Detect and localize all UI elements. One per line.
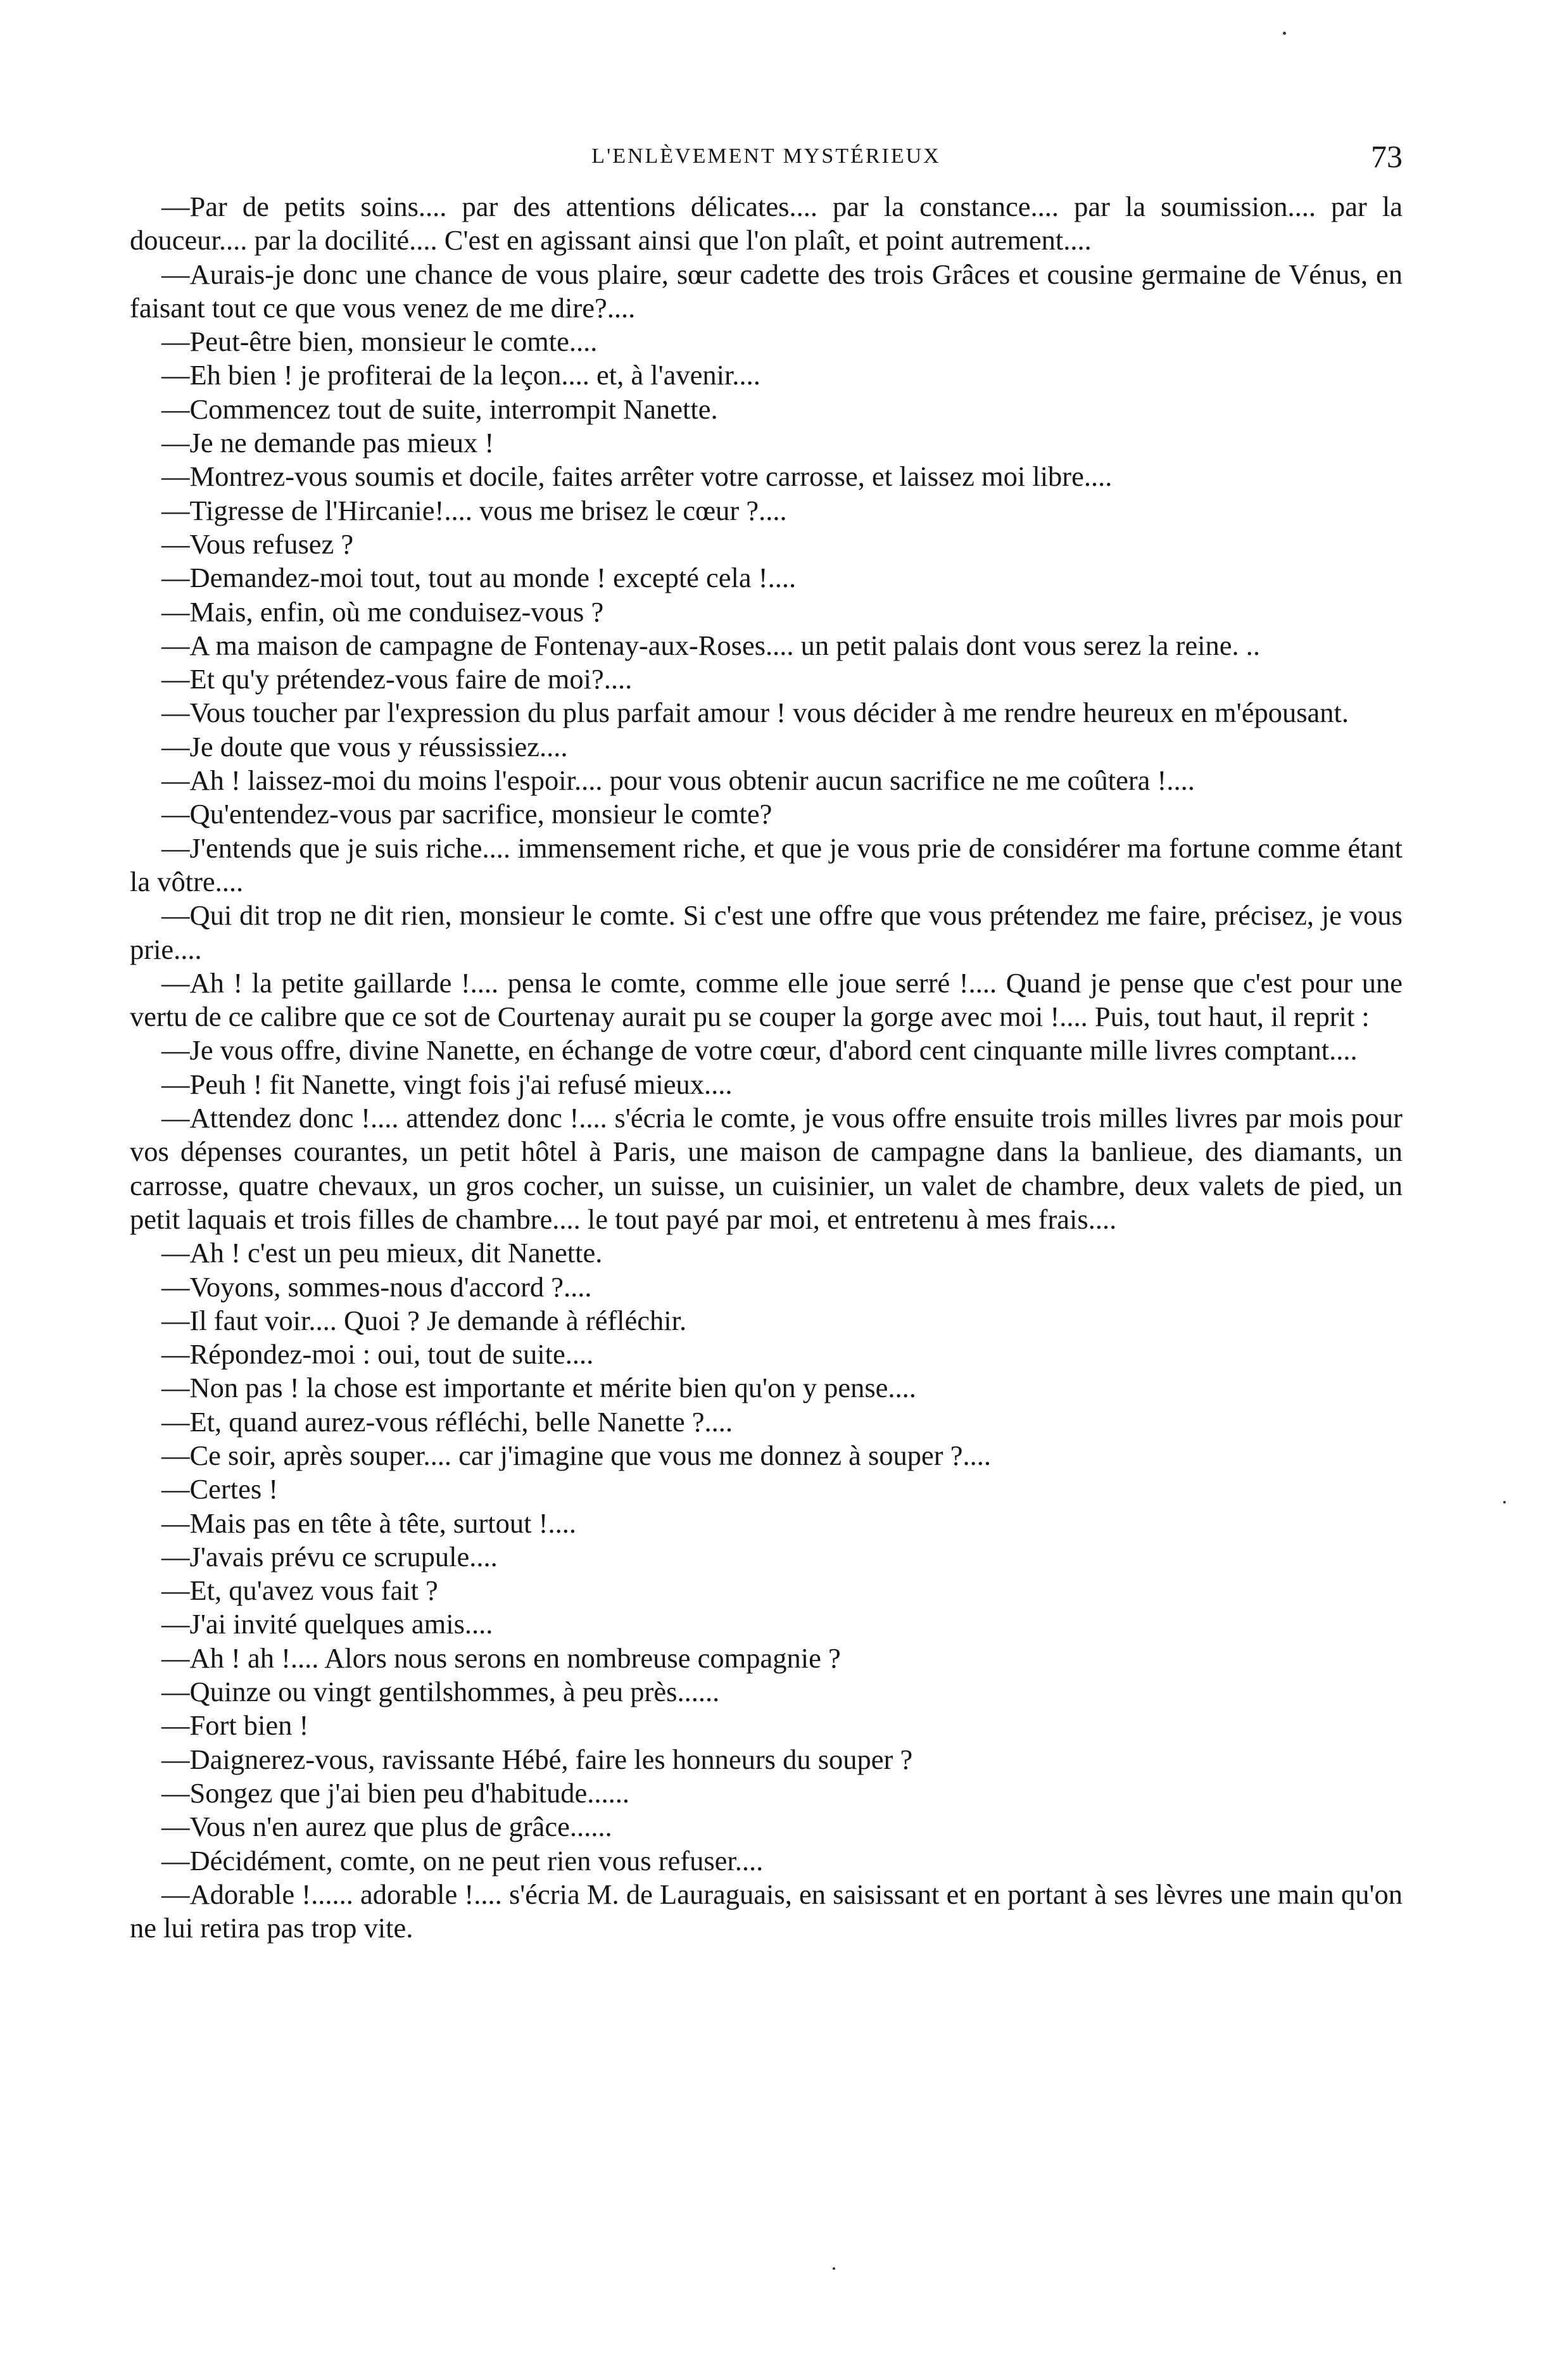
page-header: [130, 138, 1403, 182]
paragraph: —Répondez-moi : oui, tout de suite....: [161, 1338, 594, 1370]
paragraph: —J'ai invité quelques amis....: [161, 1608, 493, 1640]
paragraph: —Mais pas en tête à tête, surtout !....: [161, 1507, 576, 1539]
paragraph: —Qui dit trop ne dit rien, monsieur le comte. Si c'est une offre que vous prétendez me faire, précisez, je vous prie....: [130, 899, 1403, 965]
scan-speck: [1503, 1501, 1506, 1503]
paragraph: —Peut-être bien, monsieur le comte....: [161, 326, 598, 358]
page-number: 73: [1371, 139, 1403, 174]
paragraph: —Ah ! c'est un peu mieux, dit Nanette.: [161, 1237, 603, 1269]
paragraph: —Eh bien ! je profiterai de la leçon.... et, à l'avenir....: [161, 359, 760, 391]
paragraph: —Ah ! ah !.... Alors nous serons en nombreuse compagnie ?: [161, 1642, 841, 1674]
paragraph: —Et, qu'avez vous fait ?: [161, 1574, 438, 1607]
paragraph: —Commencez tout de suite, interrompit Nanette.: [161, 393, 718, 425]
paragraph: —Ah ! laissez-moi du moins l'espoir.... pour vous obtenir aucun sacrifice ne me coûtera !....: [161, 764, 1195, 797]
paragraph: —Peuh ! fit Nanette, vingt fois j'ai refusé mieux....: [161, 1068, 733, 1100]
paragraph: —A ma maison de campagne de Fontenay-aux-Roses.... un petit palais dont vous serez la reine. ..: [161, 629, 1261, 661]
paragraph: —Voyons, sommes-nous d'accord ?....: [161, 1270, 592, 1303]
paragraph: —Vous n'en aurez que plus de grâce......: [161, 1811, 612, 1843]
paragraph: —Adorable !...... adorable !.... s'écria M. de Lauraguais, en saisissant et en portant à ses lèvres une main qu'on ne lui retira pas trop vite.: [130, 1878, 1403, 1944]
scan-speck: [1283, 32, 1286, 35]
paragraph: —Vous toucher par l'expression du plus parfait amour ! vous décider à me rendre heureux en m'épousant.: [161, 697, 1349, 729]
paragraph: —Demandez-moi tout, tout au monde ! excepté cela !....: [161, 562, 797, 594]
paragraph: —Non pas ! la chose est importante et mérite bien qu'on y pense....: [161, 1372, 916, 1404]
paragraph: —Fort bien !: [161, 1709, 309, 1742]
paragraph: —J'avais prévu ce scrupule....: [161, 1540, 498, 1573]
paragraph: —Je doute que vous y réussissiez....: [161, 730, 568, 763]
paragraph: —J'entends que je suis riche.... immensement riche, et que je vous prie de considérer ma fortune comme étant la vôtre....: [130, 832, 1403, 897]
paragraph: —Certes !: [161, 1473, 279, 1505]
paragraph: —Daignerez-vous, ravissante Hébé, faire les honneurs du souper ?: [161, 1743, 913, 1775]
paragraph: —Décidément, comte, on ne peut rien vous refuser....: [161, 1844, 764, 1877]
paragraph: —Et, quand aurez-vous réfléchi, belle Nanette ?....: [161, 1405, 733, 1438]
paragraph: —Je ne demande pas mieux !: [161, 427, 495, 459]
paragraph: —Qu'entendez-vous par sacrifice, monsieur le comte?: [161, 798, 772, 830]
paragraph: —Et qu'y prétendez-vous faire de moi?....: [161, 663, 633, 695]
body-text: [130, 190, 1403, 1945]
paragraph: —Mais, enfin, où me conduisez-vous ?: [161, 595, 604, 628]
paragraph: —Attendez donc !.... attendez donc !.... s'écria le comte, je vous offre ensuite trois milles livres par mois pour vos dépenses courantes, un petit hôtel à Paris, une maison de campagne dans la banlieue, des diamants, un carrosse, quatre chevaux, un gros cocher, un suisse, un cuisinier, un valet de chambre, deux valets de pied, un petit laquais et trois filles de chambre.... le tout payé par moi, et entretenu à mes frais....: [130, 1102, 1403, 1235]
paragraph: —Il faut voir.... Quoi ? Je demande à réfléchir.: [161, 1304, 687, 1336]
paragraph: —Par de petits soins.... par des attentions délicates.... par la constance.... par la soumission.... par la douceur.... par la docilité.... C'est en agissant ainsi que l'on plaît, et point autrement....: [130, 191, 1403, 256]
paragraph: —Je vous offre, divine Nanette, en échange de votre cœur, d'abord cent cinquante mille livres comptant....: [161, 1034, 1358, 1067]
paragraph: —Songez que j'ai bien peu d'habitude......: [161, 1776, 629, 1809]
scan-speck: [833, 2267, 835, 2270]
paragraph: —Aurais-je donc une chance de vous plaire, sœur cadette des trois Grâces et cousine germaine de Vénus, en faisant tout ce que vous venez de me dire?....: [130, 258, 1403, 324]
paragraph: —Vous refusez ?: [161, 528, 354, 560]
paragraph: —Tigresse de l'Hircanie!.... vous me brisez le cœur ?....: [161, 494, 787, 526]
paragraph: —Quinze ou vingt gentilshommes, à peu près......: [161, 1676, 720, 1708]
running-title: L'ENLÈVEMENT MYSTÉRIEUX: [591, 144, 941, 168]
paragraph: —Ah ! la petite gaillarde !.... pensa le comte, comme elle joue serré !.... Quand je pense que c'est pour une vertu de ce calibre que ce sot de Courtenay aurait pu se couper la gorge avec moi !.... Puis, tout haut, il reprit :: [130, 966, 1403, 1033]
paragraph: —Montrez-vous soumis et docile, faites arrêter votre carrosse, et laissez moi libre....: [161, 460, 1113, 493]
paragraph: —Ce soir, après souper.... car j'imagine que vous me donnez à souper ?....: [161, 1439, 991, 1471]
